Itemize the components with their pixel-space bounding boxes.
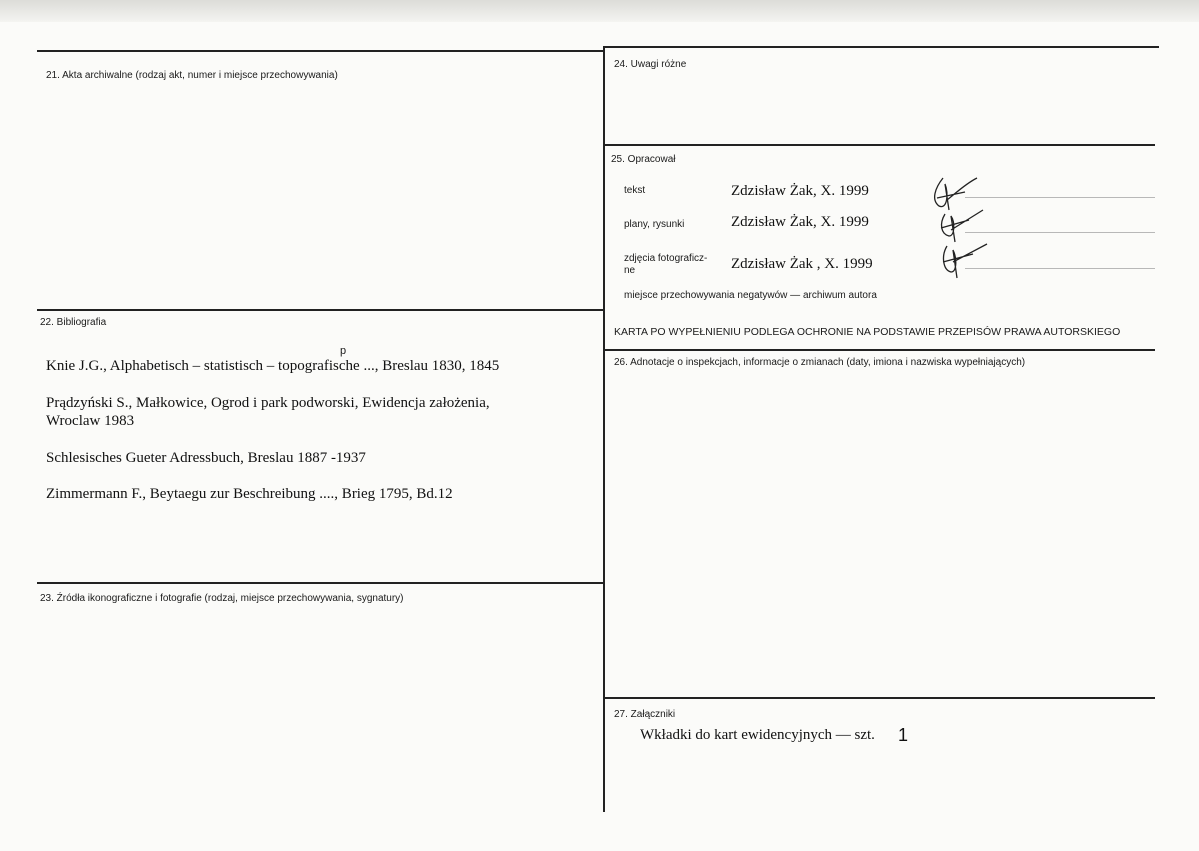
top-rule-right [604,46,1159,48]
role-tekst: tekst [624,185,646,196]
copyright-notice: KARTA PO WYPEŁNIENIU PODLEGA OCHRONIE NA PODSTAWIE PRZEPISÓW PRAWA AUTORSKIEGO [614,326,1121,338]
rule-26 [604,349,1155,351]
section-22-label: 22. Bibliografia [40,317,107,328]
bibliography-entry-4: Zimmermann F., Beytaegu zur Beschreibung ...., Brieg 1795, Bd.12 [46,486,453,502]
bibliography-entry-1: Knie J.G., Alphabetisch – statistisch – topografische ..., Breslau 1830, 1845 [46,358,500,374]
top-rule-left [37,50,604,52]
section-25-label: 25. Opracował [611,154,676,165]
rule-27 [604,697,1155,699]
section-26-label: 26. Adnotacje o inspekcjach, informacje o zmianach (daty, imiona i nazwiska wypełniających) [614,357,1026,368]
role-zdjecia-cont: ne [624,265,636,276]
section-27-label: 27. Załączniki [614,709,676,720]
author-zdjecia: Zdzisław Żak , X. 1999 [731,256,873,272]
bibliography-entry-3: Schlesisches Gueter Adressbuch, Breslau 1887 -1937 [46,450,366,466]
rule-25 [604,144,1155,146]
section-21-label: 21. Akta archiwalne (rodzaj akt, numer i miejsce przechowywania) [46,70,338,81]
negatives-storage: miejsce przechowywania negatywów — archiwum autora [624,290,877,301]
attachments-count: 1 [898,725,909,745]
section-23-label: 23. Źródła ikonograficzne i fotografie (rodzaj, miejsce przechowywania, sygnatury) [40,593,404,604]
bibliography-entry-2: Prądzyński S., Małkowice, Ogrod i park podworski, Ewidencja założenia, [46,395,490,411]
scan-edge [0,0,1199,22]
author-tekst: Zdzisław Żak, X. 1999 [731,183,869,199]
signature [925,170,995,282]
rule-23 [37,582,604,584]
bibliography-entry-2-cont: Wroclaw 1983 [46,413,135,429]
author-plany: Zdzisław Żak, X. 1999 [731,214,869,230]
role-zdjecia: zdjęcia fotograficz- [624,253,708,264]
rule-22 [37,309,604,311]
role-plany: plany, rysunki [624,219,685,230]
section-24-label: 24. Uwagi różne [614,59,687,70]
attachments-text: Wkładki do kart ewidencyjnych — szt. [640,727,875,743]
handwritten-correction: p [340,345,347,357]
